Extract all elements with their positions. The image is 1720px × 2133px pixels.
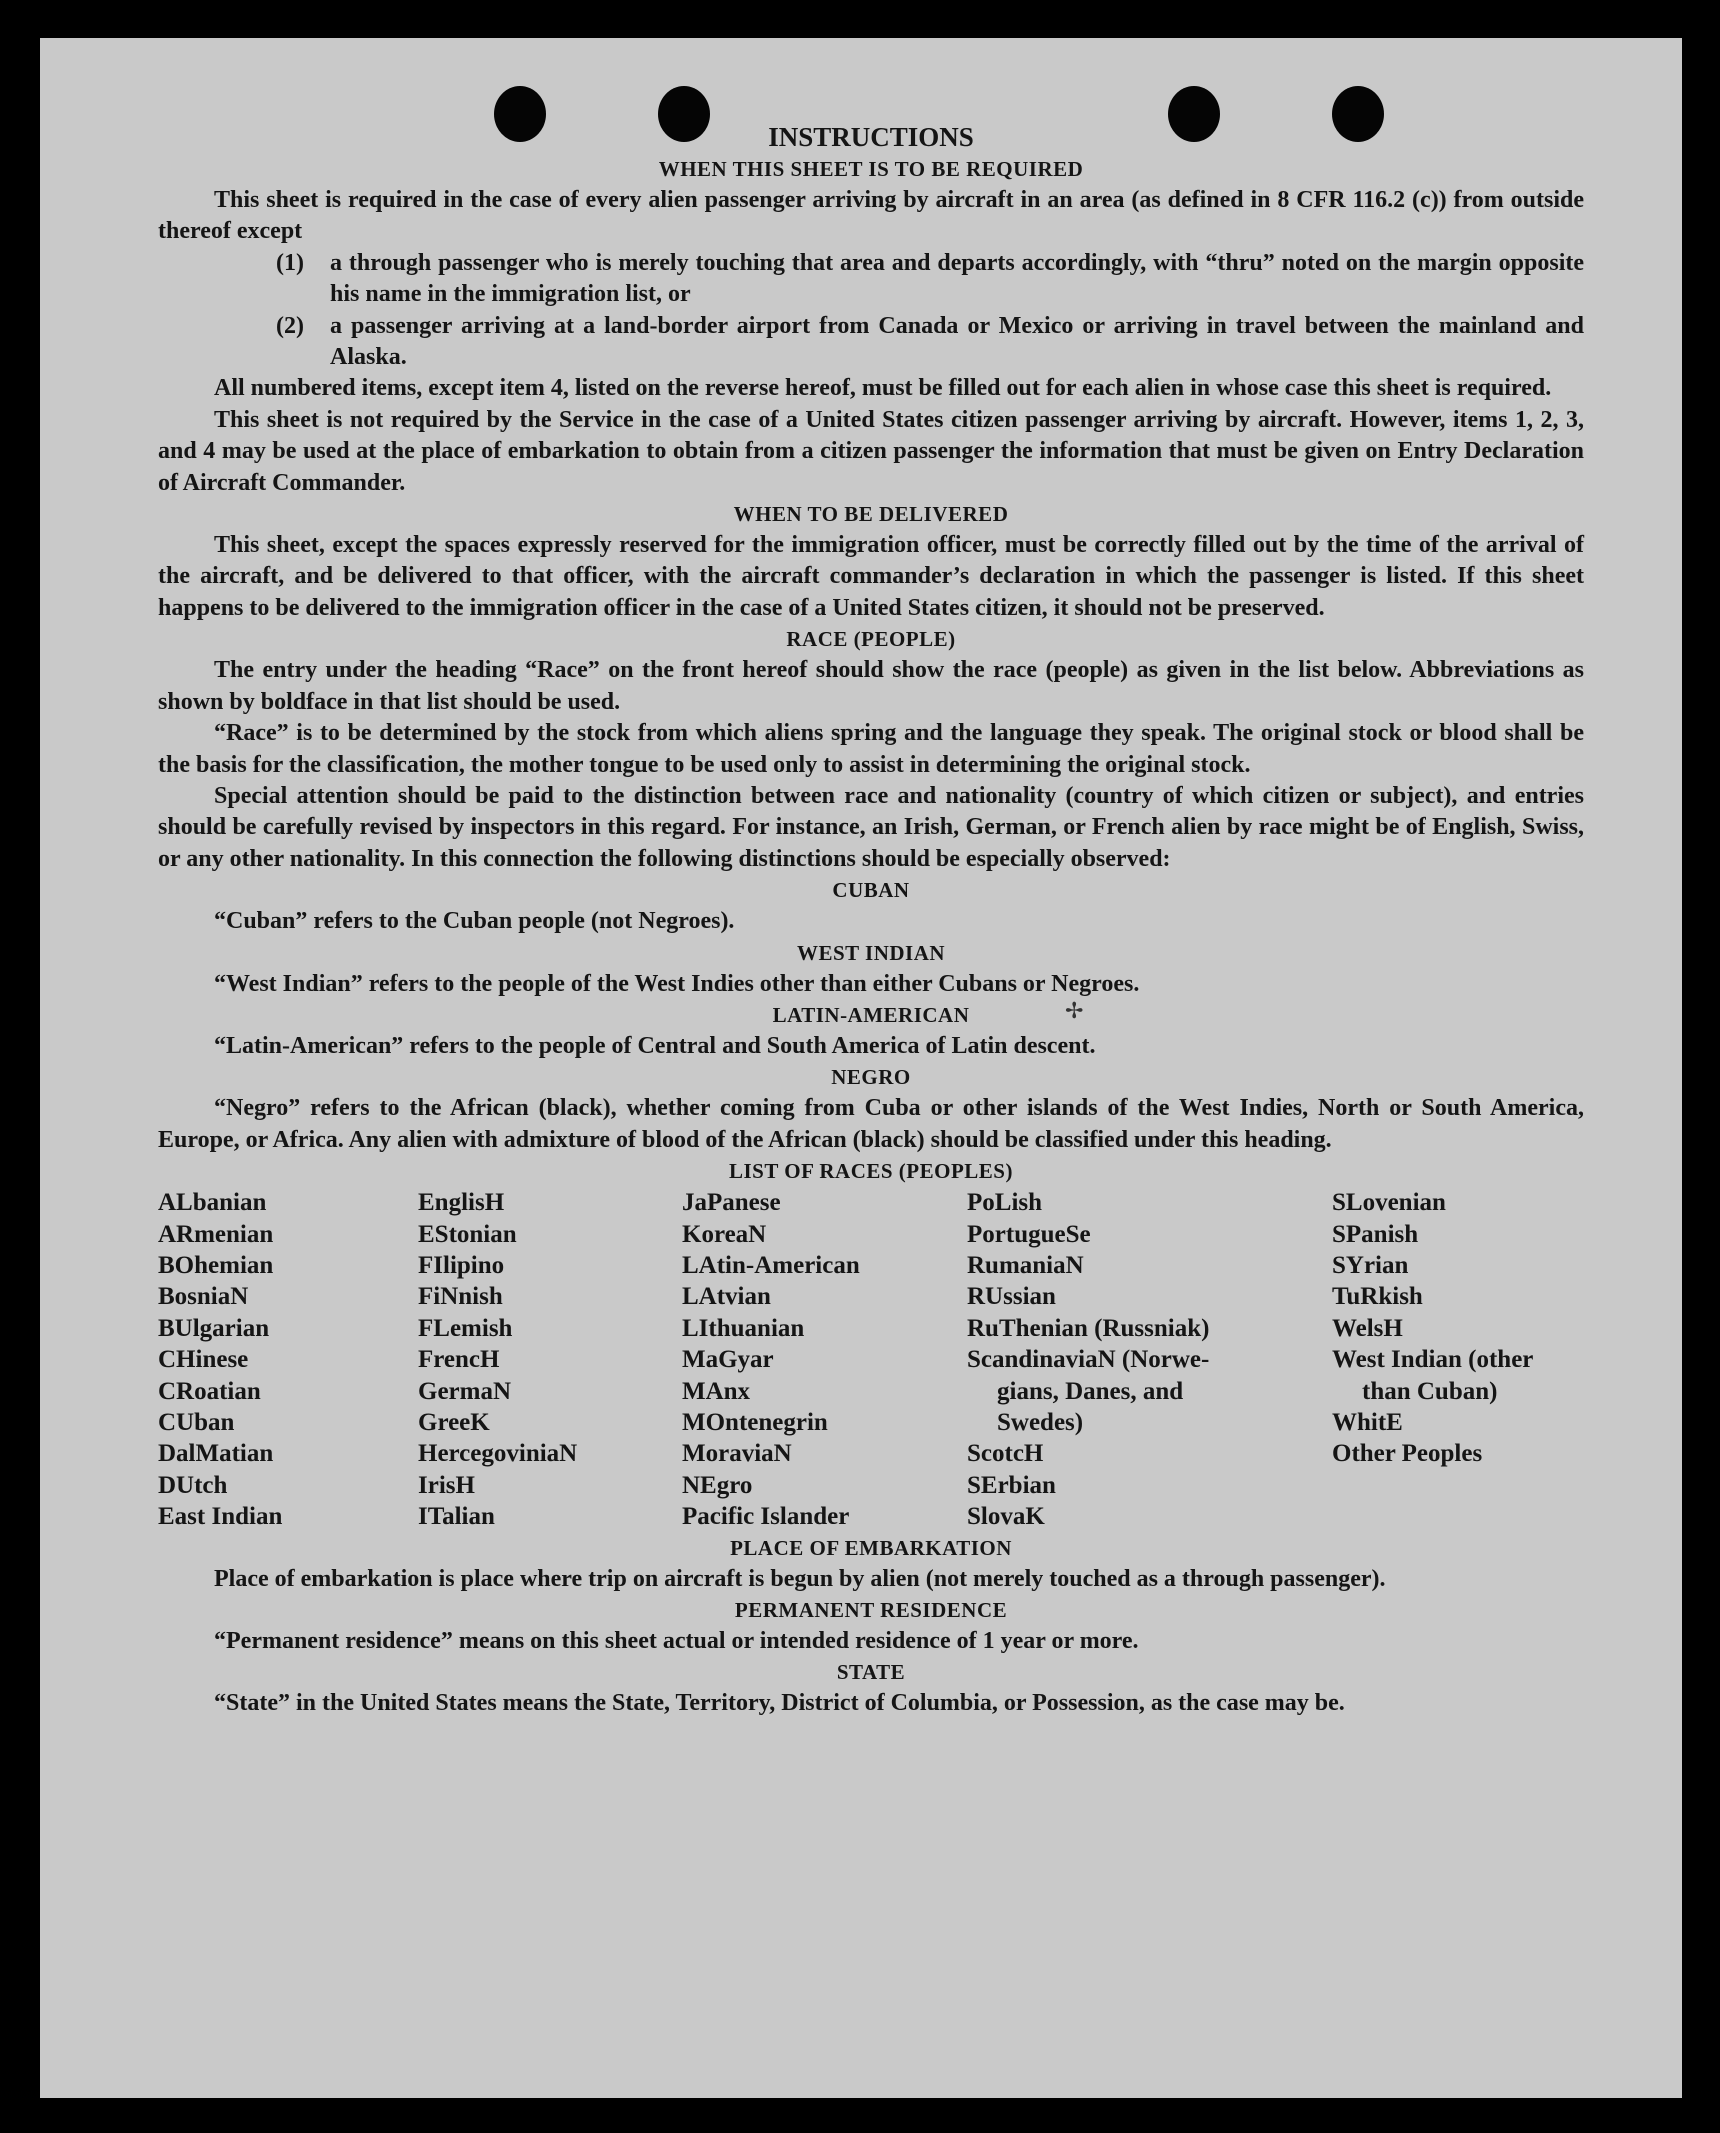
list-item: ScandinaviaN (Norwe- [967,1346,1210,1374]
list-item: JaPanese [682,1189,781,1217]
paragraph: “West Indian” refers to the people of the West Indies other than either Cubans or Negroes. [214,970,1140,997]
list-item: DUtch [158,1471,228,1499]
list-item: SYrian [1332,1251,1409,1279]
races-column [967,1187,1332,1532]
races-column [418,1187,682,1532]
section-heading-cuban: CUBAN [832,878,910,903]
document-page [40,38,1682,2098]
list-item: GreeK [418,1409,490,1436]
section-heading-required: WHEN THIS SHEET IS TO BE REQUIRED [658,157,1084,181]
list-item: LAtin-American [682,1251,860,1279]
list-item: DalMatian [158,1440,274,1468]
list-item: BUlgarian [158,1314,270,1342]
handwritten-mark: ✢ [1065,998,1084,1023]
list-item: ITalian [418,1503,495,1531]
list-item: than Cuban) [1362,1377,1498,1405]
paragraph: “Race” is to be determined by the stock from which aliens spring and the language they speak. The original stock or blood shall be the basis for the classification, the mother tongue to be used only to assist in determining the original stock. [158,720,1584,778]
list-item: RuThenian (Russniak) [967,1314,1210,1342]
list-item: FLemish [418,1314,513,1342]
list-item: CRoatian [158,1377,261,1405]
paragraph: This sheet is required in the case of every alien passenger arriving by aircraft in an area (as defined in 8 CFR 116.2 (c)) from outside thereof except [158,187,1584,245]
list-item: Swedes) [997,1409,1084,1436]
list-item: MOntenegrin [682,1409,828,1436]
list-item: RumaniaN [967,1251,1084,1279]
list-item: West Indian (other [1332,1346,1534,1374]
list-item: CHinese [158,1346,249,1374]
section-heading-race: RACE (PEOPLE) [786,627,956,652]
list-item: KoreaN [682,1220,767,1248]
list-item: LIthuanian [682,1314,805,1342]
punch-hole [658,86,710,142]
paragraph: This sheet is not required by the Service in the case of a United States citizen passenger arriving by aircraft. However, items 1, 2, 3, and 4 may be used at the place of embarkation to obtain from a citizen passenger the information that must be given on Entry Declaration of Aircraft Commander. [158,406,1584,496]
races-column [682,1187,967,1532]
list-item: TuRkish [1332,1283,1423,1311]
list-item: GermaN [418,1377,512,1405]
paragraph: “Latin-American” refers to the people of Central and South America of Latin descent. [214,1032,1096,1059]
paragraph: “Permanent residence” means on this sheet actual or intended residence of 1 year or more. [214,1628,1139,1655]
section-heading-races-list: LIST OF RACES (PEOPLES) [729,1159,1013,1184]
section-heading-negro: NEGRO [831,1065,911,1090]
list-item: LAtvian [682,1283,771,1311]
item-number: (2) [276,312,304,339]
list-item: Pacific Islander [682,1503,850,1531]
list-item: BOhemian [158,1251,274,1279]
list-item: ScotcH [967,1440,1044,1468]
races-column [1332,1187,1602,1532]
list-item: gians, Danes, and [997,1377,1184,1405]
punch-hole [1332,86,1384,142]
races-column [158,1187,418,1532]
list-item: PoLish [967,1189,1043,1217]
list-item: SlovaK [967,1503,1045,1531]
list-item: WhitE [1332,1409,1403,1436]
list-item: EStonian [418,1220,517,1248]
item-text: a passenger arriving at a land-border airport from Canada or Mexico or arriving in travel between the mainland and Alaska. [330,312,1584,371]
list-item: FrencH [418,1346,500,1374]
list-item: MaGyar [682,1346,774,1374]
section-heading-embarkation: PLACE OF EMBARKATION [730,1535,1012,1560]
paragraph: “Negro” refers to the African (black), whether coming from Cuba or other islands of the West Indies, North or South America, Europe, or Africa. Any alien with admixture of blood of the African (black) should be classified under this heading. [158,1095,1584,1153]
section-heading-west-indian: WEST INDIAN [796,940,946,965]
paragraph: Special attention should be paid to the distinction between race and nationality (country of which citizen or subject), and entries should be carefully revised by inspectors in this regard. For instance, an Irish, German, or French alien by race might be of English, Swiss, or any other nationality. In this connection the following distinctions should be especially observed: [158,782,1584,872]
list-item: RUssian [967,1283,1056,1311]
list-item: IrisH [418,1471,475,1499]
list-item: FIlipino [418,1251,505,1279]
list-item [276,311,1584,374]
list-item: BosniaN [158,1283,249,1311]
list-item: PortugueSe [967,1220,1091,1248]
list-item: East Indian [158,1503,283,1531]
list-item: SLovenian [1332,1189,1446,1217]
section-heading-state: STATE [836,1660,906,1685]
instructions-body [158,120,1584,1720]
list-item: ALbanian [158,1189,267,1217]
paragraph: The entry under the heading “Race” on the front hereof should show the race (people) as given in the list below. Abbreviations as shown by boldface in that list should be used. [158,657,1584,715]
paragraph: Place of embarkation is place where trip on aircraft is begun by alien (not merely touched as a through passenger). [214,1565,1386,1592]
section-heading-latin-american: LATIN-AMERICAN [772,1002,970,1027]
list-item: ARmenian [158,1220,274,1248]
list-item: Other Peoples [1332,1440,1483,1468]
punch-hole [494,86,546,142]
paragraph: All numbered items, except item 4, listed on the reverse hereof, must be filled out for each alien in whose case this sheet is required. [214,375,1552,402]
list-item: MAnx [682,1377,751,1405]
paragraph: “Cuban” refers to the Cuban people (not Negroes). [214,908,735,935]
punch-hole [1168,86,1220,142]
list-item: SPanish [1332,1220,1419,1248]
list-item: CUban [158,1409,235,1436]
list-item: EnglisH [418,1189,505,1217]
page-title: INSTRUCTIONS [768,122,974,152]
list-item [276,248,1584,311]
list-item: MoraviaN [682,1440,792,1468]
section-heading-residence: PERMANENT RESIDENCE [734,1598,1008,1623]
item-number: (1) [276,249,304,276]
section-heading-delivered: WHEN TO BE DELIVERED [733,502,1009,527]
list-item: NEgro [682,1471,753,1499]
list-item: SErbian [967,1471,1056,1499]
item-text: a through passenger who is merely touching that area and departs accordingly, with “thru” noted on the margin opposite his name in the immigration list, or [330,249,1584,308]
list-item: WelsH [1332,1314,1403,1342]
paragraph: This sheet, except the spaces expressly reserved for the immigration officer, must be correctly filled out by the time of the arrival of the aircraft, and be delivered to that officer, with the aircraft commander’s declaration in which the passenger is listed. If this sheet happens to be delivered to the immigration officer in the case of a United States citizen, it should not be preserved. [158,532,1584,621]
paragraph: “State” in the United States means the State, Territory, District of Columbia, or Possession, as the case may be. [214,1690,1345,1717]
list-item: HercegoviniaN [418,1440,578,1468]
races-list [158,1187,1584,1532]
list-item: FiNnish [418,1283,503,1311]
